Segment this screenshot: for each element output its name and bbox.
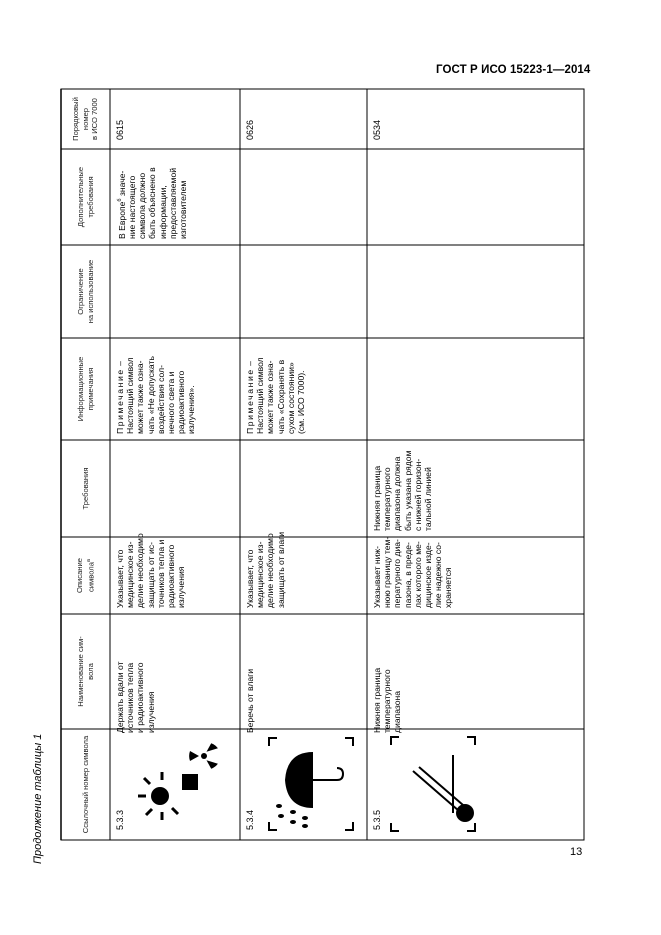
additional-requirements: В Европе$^б$ значе- ние настоящего символа должно быть объяснено в информации, предоставляемой изготовителем xyxy=(116,167,189,239)
col-header-ref: Ссылочный номер символа xyxy=(80,735,90,834)
keep-away-from-heat-and-radiation-icon xyxy=(134,734,224,824)
ref-number: 5.3.4 xyxy=(245,809,255,830)
note-label: Примечание xyxy=(115,368,125,434)
iso-7000-number: 0615 xyxy=(115,119,125,140)
symbol-name: Беречь от влаги xyxy=(245,668,255,733)
symbol-description: Указывает ниж- нюю границу тем- пературного диа- пазона, в преде- лах которого ме- дицинское изде- лие надежно со- храняется xyxy=(372,536,454,608)
col-header-description: Описание символа$^a$ xyxy=(75,558,96,593)
page-number: 13 xyxy=(570,846,583,858)
col-header-notes: Информационные примечания xyxy=(76,356,95,422)
keep-dry-umbrella-icon xyxy=(255,736,367,832)
ref-number: 5.3.5 xyxy=(372,809,382,830)
standard-header: ГОСТ Р ИСО 15223-1—2014 xyxy=(436,64,591,76)
note-label: Примечание xyxy=(245,368,255,434)
informational-note: Примечание – Настоящий символ может также озна- чать «Сохранять в сухом состоянии» (см. ИСО 7000). xyxy=(245,357,307,434)
ref-number: 5.3.3 xyxy=(115,809,125,830)
symbol-name: Держать вдали от источников тепла и радиоактивного излучения xyxy=(115,661,156,733)
col-header-restriction: Ограничение на использование xyxy=(76,259,95,324)
iso-7000-number: 0626 xyxy=(245,119,255,140)
col-header-iso: Порядковый номер в ИСО 7000 xyxy=(71,97,100,141)
col-header-name: Наименование сим- вола xyxy=(76,636,95,707)
col-header-requirements: Требования xyxy=(80,467,90,510)
col-header-additional: Дополнительные требования xyxy=(76,166,95,228)
requirements-text: Нижняя граница температурного диапазона должна быть указана рядом с нижней горизон- тальной линией xyxy=(372,450,434,531)
table-caption: Продолжение таблицы 1 xyxy=(32,733,44,864)
iso-7000-number: 0534 xyxy=(372,119,382,140)
lower-temperature-limit-thermometer-icon xyxy=(374,736,492,832)
informational-note: Примечание – Настоящий символ может также озна- чать «Не допускать воздействия сол- нечного света и радиоактивного излучения». xyxy=(115,356,197,434)
symbol-name: Нижняя граница температурного диапазона xyxy=(372,667,403,733)
symbol-description: Указывает, что медицинское из- делие необходимо защищать от ис- точников тепла и радиоактивного излучения xyxy=(115,533,187,608)
symbol-description: Указывает, что медицинское из- делие необходимо защищать от влаги xyxy=(245,531,286,608)
